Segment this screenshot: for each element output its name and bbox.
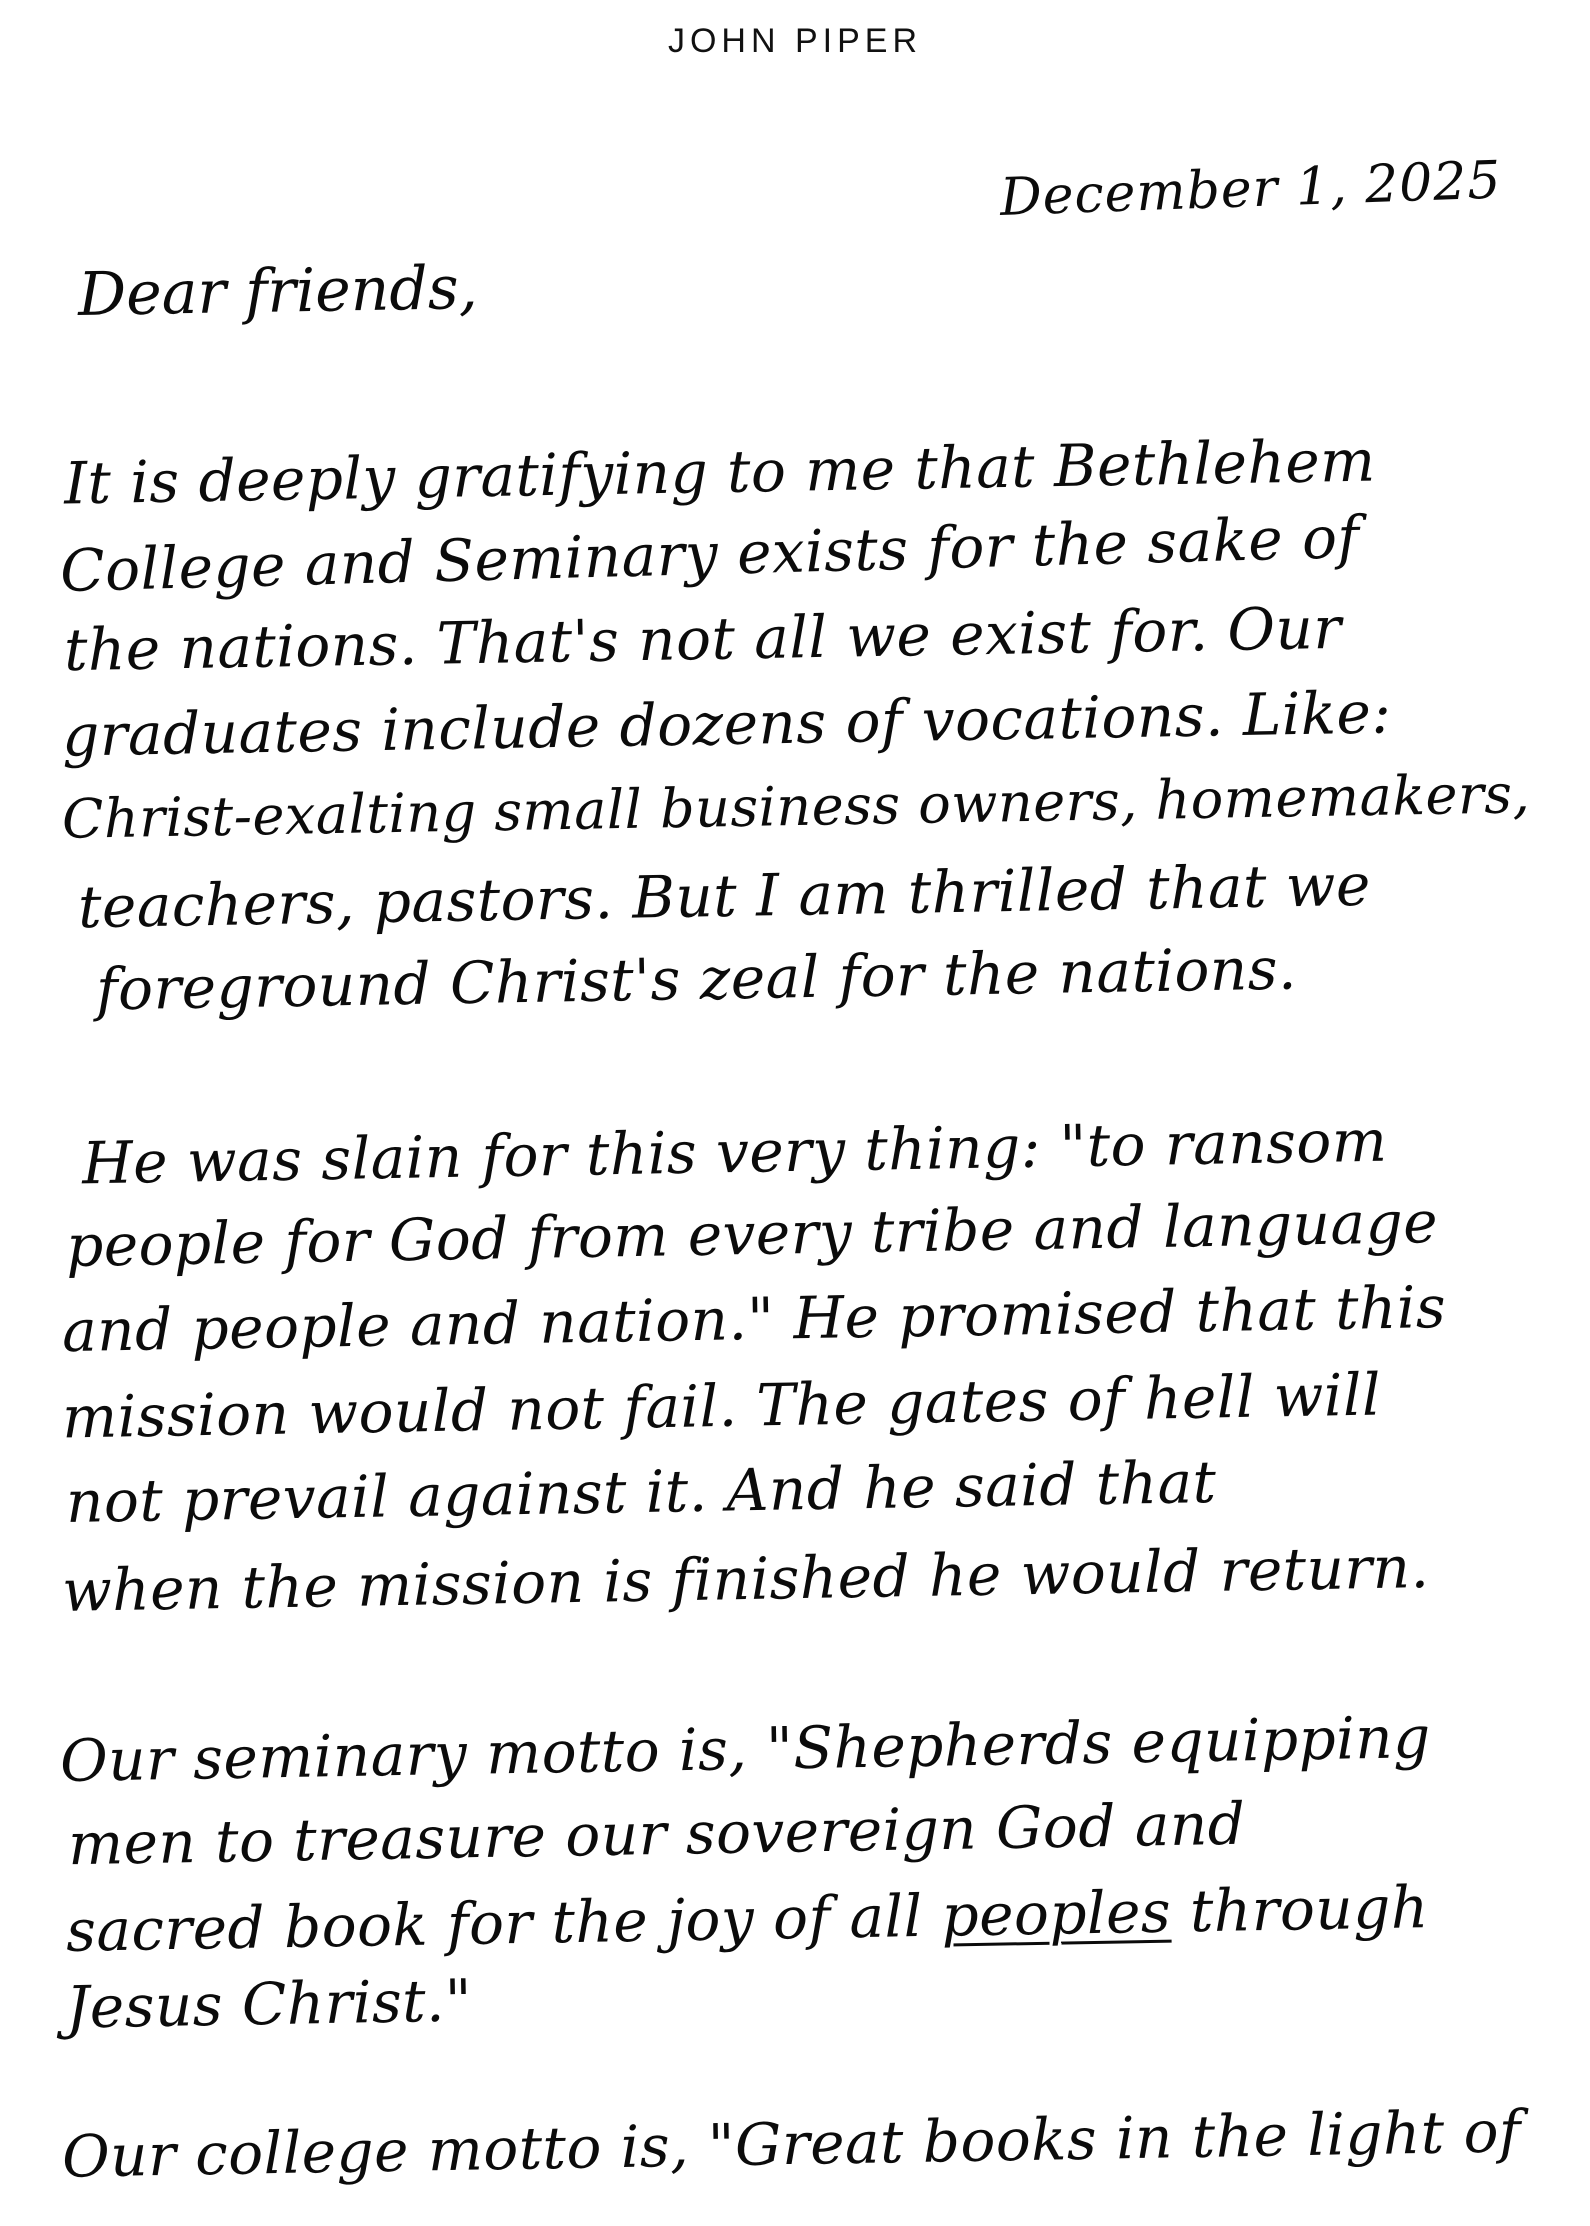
paragraph-3-line-3-start: sacred book for the joy of all xyxy=(65,1881,924,1965)
paragraph-2-line-2: people for God from every tribe and language xyxy=(65,1188,1439,1280)
letterhead-name: JOHN PIPER xyxy=(667,22,923,60)
paragraph-1-line-5: Christ-exalting small business owners, homemakers, xyxy=(61,762,1531,851)
paragraph-3-line-2: men to treasure our sovereign God and xyxy=(67,1789,1246,1879)
paragraph-3-line-1: Our seminary motto is, "Shepherds equipping xyxy=(59,1703,1432,1795)
letter-date: December 1, 2025 xyxy=(998,150,1503,228)
underlined-peoples: peoples xyxy=(940,1877,1172,1950)
paragraph-2-line-5: not prevail against it. And he said that xyxy=(65,1447,1217,1537)
paragraph-1-line-7: foreground Christ's zeal for the nations. xyxy=(95,934,1298,1024)
paragraph-1-line-4: graduates include dozens of vocations. Like: xyxy=(61,678,1392,770)
paragraph-3-line-3-end: through xyxy=(1189,1873,1430,1946)
paragraph-1-line-3: the nations. That's not all we exist for. Our xyxy=(63,593,1343,685)
paragraph-3-line-4: Jesus Christ." xyxy=(65,1966,473,2042)
letter-salutation: Dear friends, xyxy=(77,253,479,330)
paragraph-1-line-1: It is deeply gratifying to me that Bethlehem xyxy=(63,426,1377,518)
paragraph-1-line-6: teachers, pastors. But I am thrilled that we xyxy=(77,850,1372,942)
paragraph-2-line-1: He was slain for this very thing: "to ransom xyxy=(81,1106,1388,1198)
paragraph-1-line-2: College and Seminary exists for the sake of xyxy=(59,503,1361,605)
paragraph-4-line-1: Our college motto is, "Great books in the light of xyxy=(61,2097,1522,2191)
paragraph-2-line-6: when the mission is finished he would return. xyxy=(61,1533,1430,1625)
paragraph-2-line-3: and people and nation." He promised that this xyxy=(61,1272,1447,1366)
paragraph-3-line-3 xyxy=(66,1873,1430,1965)
paragraph-2-line-4: mission would not fail. The gates of hell will xyxy=(61,1360,1382,1452)
